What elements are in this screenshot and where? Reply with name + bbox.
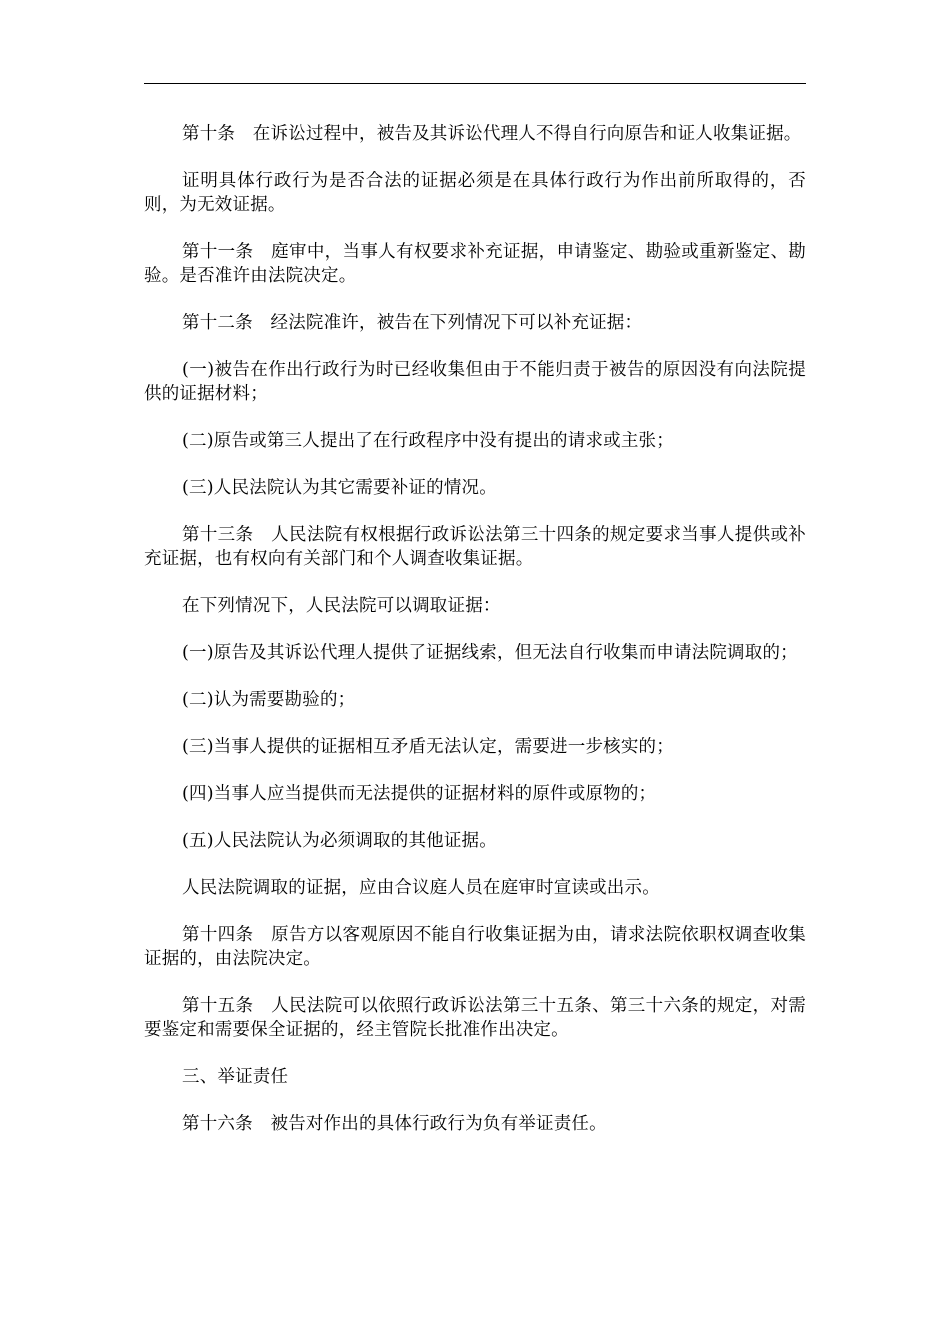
list-item: (四)当事人应当提供而无法提供的证据材料的原件或原物的； xyxy=(182,784,657,804)
paragraph-court-collection: 在下列情况下，人民法院可以调取证据： xyxy=(182,596,501,616)
list-item: (一)原告及其诉讼代理人提供了证据线索，但无法自行收集而申请法院调取的； xyxy=(182,643,798,663)
paragraph-evidence-presentation: 人民法院调取的证据，应由合议庭人员在庭审时宣读或出示。 xyxy=(182,878,660,898)
paragraph-article-15: 第十五条 人民法院可以依照行政诉讼法第三十五条、第三十六条的规定，对需要鉴定和需要保全证据的，经主管院长批准作出决定。 xyxy=(144,996,806,1040)
paragraph-article-12: 第十二条 经法院准许，被告在下列情况下可以补充证据： xyxy=(182,313,643,333)
list-item: (二)认为需要勘验的； xyxy=(182,690,356,710)
paragraph-article-16: 第十六条 被告对作出的具体行政行为负有举证责任。 xyxy=(182,1114,607,1134)
section-heading: 三、举证责任 xyxy=(182,1067,289,1087)
paragraph-article-11: 第十一条 庭审中，当事人有权要求补充证据，申请鉴定、勘验或重新鉴定、勘验。是否准许由法院决定。 xyxy=(144,242,806,286)
paragraph-article-13: 第十三条 人民法院有权根据行政诉讼法第三十四条的规定要求当事人提供或补充证据，也有权向有关部门和个人调查收集证据。 xyxy=(144,525,806,569)
document-body xyxy=(144,122,806,1159)
list-item: (三)当事人提供的证据相互矛盾无法认定，需要进一步核实的； xyxy=(182,737,674,757)
list-item: (三)人民法院认为其它需要补证的情况。 xyxy=(182,478,497,498)
paragraph-article-10: 第十条 在诉讼过程中，被告及其诉讼代理人不得自行向原告和证人收集证据。 xyxy=(182,124,802,144)
list-item: (一)被告在作出行政行为时已经收集但由于不能归责于被告的原因没有向法院提供的证据材料； xyxy=(144,360,806,404)
paragraph-article-14: 第十四条 原告方以客观原因不能自行收集证据为由，请求法院依职权调查收集证据的，由法院决定。 xyxy=(144,925,806,969)
list-item: (二)原告或第三人提出了在行政程序中没有提出的请求或主张； xyxy=(182,431,674,451)
paragraph-evidence-validity: 证明具体行政行为是否合法的证据必须是在具体行政行为作出前所取得的，否则，为无效证据。 xyxy=(144,171,806,215)
list-item: (五)人民法院认为必须调取的其他证据。 xyxy=(182,831,497,851)
header-rule xyxy=(144,83,806,84)
